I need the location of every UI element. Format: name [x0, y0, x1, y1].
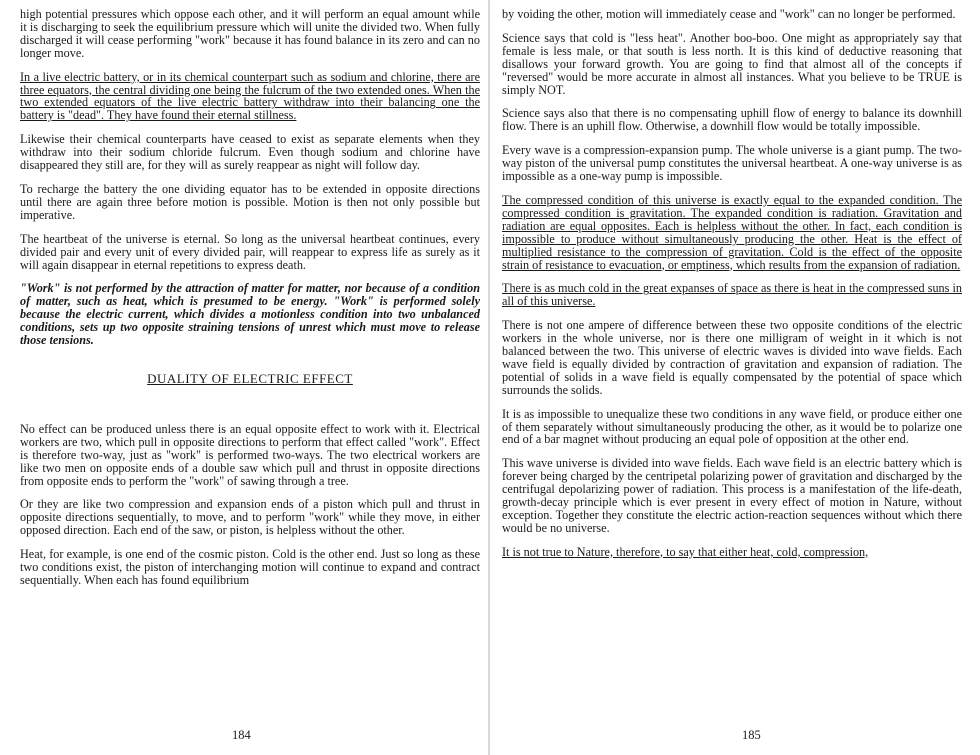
right-paragraph-9: This wave universe is divided into wave fields. Each wave field is an electric battery which is forever being charged by the centripetal polarizing power of gravitation and discharged by the centrifugal depolarizing power of radiation. This process is a manifestation of the life-death, growth-decay principle which is ever present in every effect of motion in Nature, without exception. Together they constitute the electric action-reaction sequences without which there would be no universe. [502, 456, 962, 535]
left-paragraph-7: No effect can be produced unless there is an equal opposite effect to work with it. Electrical workers are two, which pull in opposite directions to perform that effect called "work". Effect is therefore two-way, just as "work" is performed two-ways. The two electrical workers are like two men on opposite ends of a double saw which pull and thrust in opposite directions from opposite ends to perform the "work" of sawing through a tree. [20, 421, 480, 488]
page-number-right: 185 [742, 728, 761, 742]
right-paragraph-4: Every wave is a compression-expansion pump. The whole universe is a giant pump. The two-way piston of the universal pump constitutes the universal heartbeat. A one-way universe is as impossible as a one-way pump is impossible. [502, 143, 962, 184]
right-paragraph-8: It is as impossible to unequalize these two conditions in any wave field, or produce either one of them separately without simultaneously producing the other, as it would be to polarize one end of a bar magnet without producing an equal pole of opposition at the other end. [502, 406, 962, 447]
left-paragraph-1: high potential pressures which oppose each other, and it will perform an equal amount while it is discharging to seek the equilibrium pressure which will unite the divided two. When fully discharged it will cease performing "work" because it has found balance in its zero and can no longer move. [20, 7, 480, 60]
left-page [0, 0, 488, 755]
section-heading: DUALITY OF ELECTRIC EFFECT [147, 370, 353, 386]
right-paragraph-6: There is as much cold in the great expanses of space as there is heat in the compressed suns in all of this universe. [502, 281, 962, 309]
right-paragraph-10: It is not true to Nature, therefore, to say that either heat, cold, compression, [502, 544, 869, 559]
left-paragraph-3: Likewise their chemical counterparts have ceased to exist as separate elements when they withdraw into their sodium chloride fulcrum. Even though sodium and chlorine have disappeared they still are, for they will as surely reappear as night will follow day. [20, 132, 480, 173]
left-paragraph-4: To recharge the battery the one dividing equator has to be extended in opposite directions until there are again three before motion is possible. Motion is then not only possible but imperative. [20, 181, 480, 222]
left-paragraph-8: Or they are like two compression and expansion ends of a piston which pull and thrust in opposite directions sequentially, to move, and to perform "work" while they move, in either opposed direction. Each end of the saw, or piston, is helpless without the other. [20, 497, 480, 538]
right-page [490, 0, 980, 755]
page-number-left: 184 [232, 728, 251, 742]
right-paragraph-3: Science says also that there is no compensating uphill flow of energy to balance its downhill flow. There is an uphill flow. Otherwise, a downhill flow would be totally impossible. [502, 106, 962, 134]
right-paragraph-7: There is not one ampere of difference between these two opposite conditions of the electric workers in the whole universe, nor is there one milligram of weight in it which is not balanced between the two. This universe of electric waves is divided into wave fields. Each wave field is equally divided by contraction of gravitation and expansion of radiation. The potential of solids in a wave field is equally compensated by the potential of space which surrounds the solids. [502, 318, 962, 397]
left-paragraph-6: "Work" is not performed by the attraction of matter for matter, nor because of a condition of matter, such as heat, which is presumed to be energy. "Work" is performed solely because the electric current, which divides a motionless condition into two unbalanced conditions, sets up two opposite straining tensions of unrest which must move to release those tensions. [20, 281, 480, 348]
right-paragraph-1: by voiding the other, motion will immediately cease and "work" can no longer be performed. [502, 7, 956, 21]
left-paragraph-9: Heat, for example, is one end of the cosmic piston. Cold is the other end. Just so long as these two conditions exist, the piston of interchanging motion will continue to expand and contract sequentially. When each has found equilibrium [20, 547, 480, 587]
left-paragraph-5: The heartbeat of the universe is eternal. So long as the universal heartbeat continues, every divided pair and every unit of every divided pair, will reappear to express life as surely as it will again disappear in eternal repetitions to express death. [20, 231, 480, 272]
left-paragraph-2: In a live electric battery, or in its chemical counterpart such as sodium and chlorine, there are three equators, the central dividing one being the fulcrum of the two extended ones. When the two extended equators of the live electric battery withdraw into their balancing one the battery is "dead". They have found their eternal stillness. [20, 69, 480, 123]
right-paragraph-2: Science says that cold is "less heat". Another boo-boo. One might as appropriately say that female is less male, or that south is less north. It is this kind of deductive reasoning that disallows your forward growth. You are going to find that almost all of the concepts if "reversed" would be more accurate in almost all instances. What you believe to be TRUE is simply NOT. [502, 30, 962, 97]
right-paragraph-5: The compressed condition of this universe is exactly equal to the expanded condition. The compressed condition is gravitation. The expanded condition is radiation. Gravitation and radiation are equal opposites. Each is helpless without the other. In fact, each condition is impossible to produce without simultaneously producing the other. Heat is the effect of multiplied resistance to the compression of gravitation. Cold is the effect of the opposite strain of resistance to evacuation, or emptiness, which results from the expansion of radiation. [502, 192, 962, 272]
